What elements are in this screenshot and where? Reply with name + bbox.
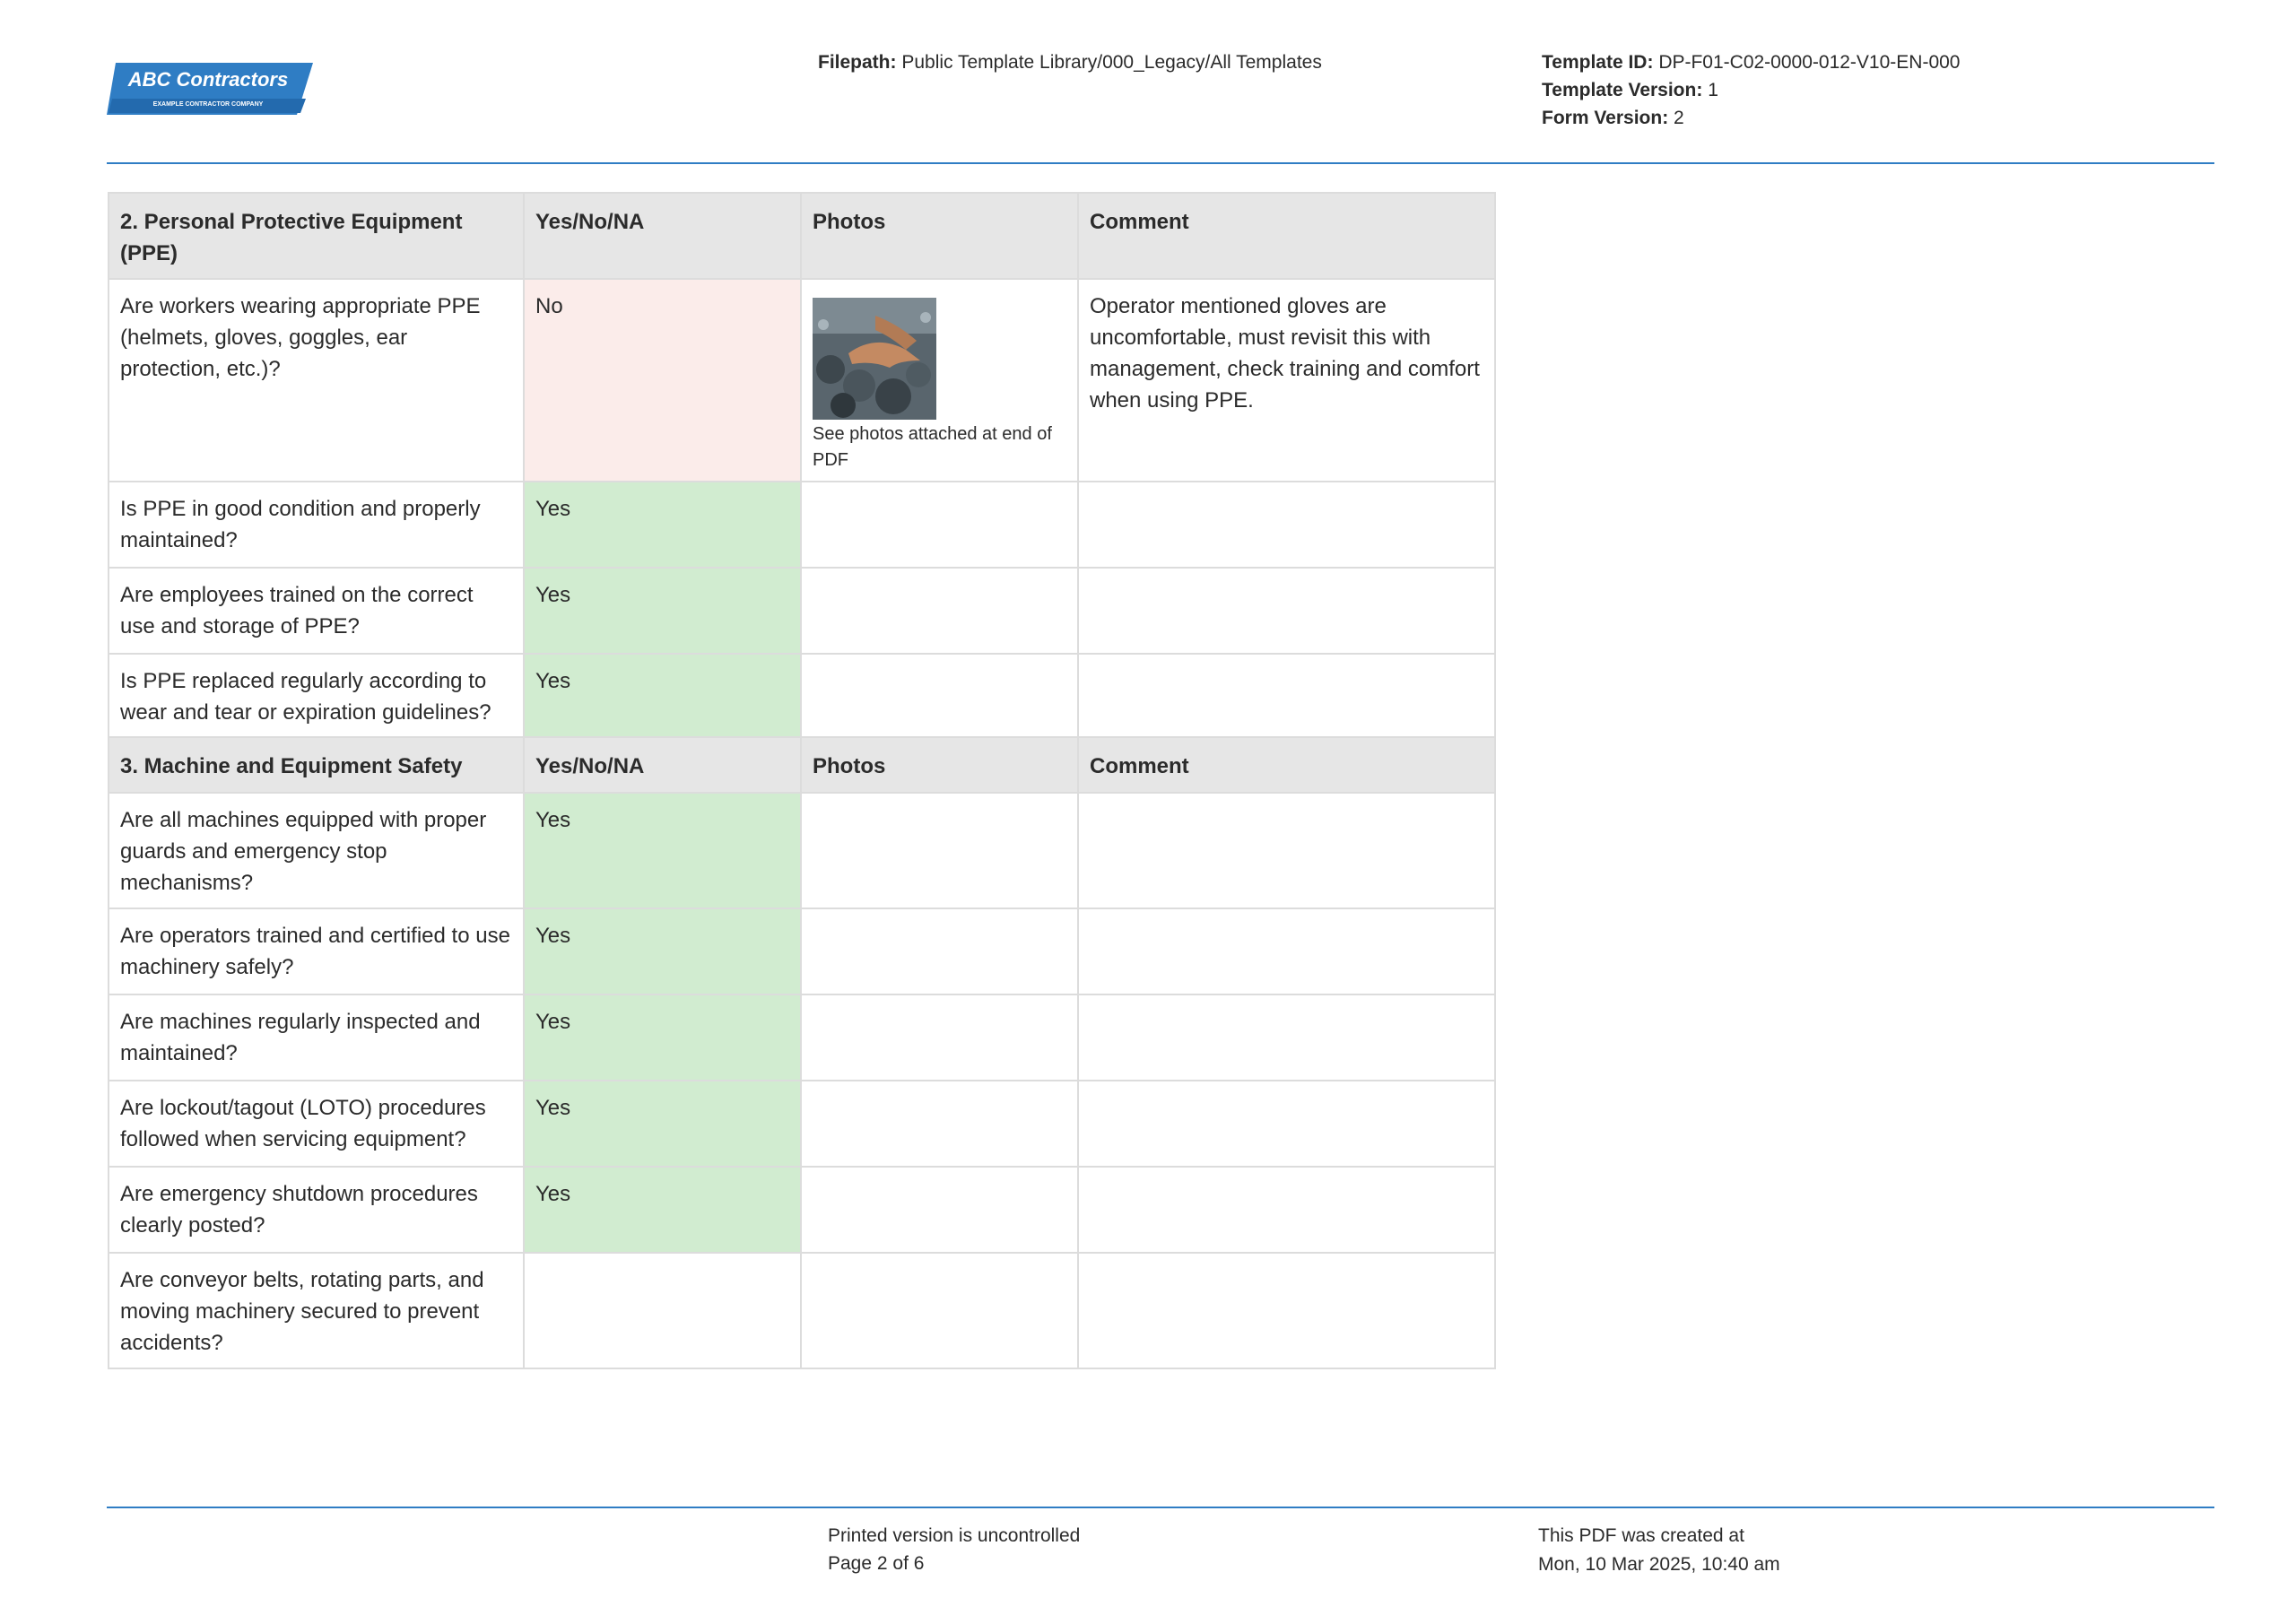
form-version-label: Form Version:	[1542, 108, 1669, 128]
comment-cell	[1078, 568, 1495, 654]
table-row	[109, 1167, 1495, 1253]
section-title: 3. Machine and Equipment Safety	[109, 737, 524, 793]
question-cell: Are lockout/tagout (LOTO) procedures followed when servicing equipment?	[109, 1081, 524, 1167]
comment-cell	[1078, 1253, 1495, 1368]
table-row	[109, 1253, 1495, 1368]
footer-divider	[107, 1507, 2214, 1508]
comment-cell	[1078, 908, 1495, 994]
logo-name: ABC Contractors	[127, 68, 289, 91]
section-machine-safety-table	[108, 736, 1496, 1369]
photos-cell	[801, 793, 1078, 908]
question-cell: Are employees trained on the correct use and storage of PPE?	[109, 568, 524, 654]
answer-cell: Yes	[524, 568, 801, 654]
form-version	[1542, 104, 1960, 132]
answer-cell: Yes	[524, 482, 801, 568]
section-ppe-table	[108, 192, 1496, 741]
photos-cell	[801, 482, 1078, 568]
page-number: Page 2 of 6	[828, 1553, 925, 1574]
photos-cell	[801, 279, 1078, 482]
answer-cell: Yes	[524, 1167, 801, 1253]
table-row	[109, 279, 1495, 482]
photos-cell	[801, 654, 1078, 740]
footer-left	[828, 1522, 1080, 1577]
question-cell: Is PPE in good condition and properly maintained?	[109, 482, 524, 568]
comment-cell	[1078, 1081, 1495, 1167]
photos-cell	[801, 994, 1078, 1081]
template-id-value: DP-F01-C02-0000-012-V10-EN-000	[1658, 52, 1961, 73]
answer-cell: Yes	[524, 994, 801, 1081]
photos-cell	[801, 1167, 1078, 1253]
answer-cell: Yes	[524, 908, 801, 994]
page-header	[0, 0, 2296, 165]
answer-cell: Yes	[524, 793, 801, 908]
footer-right	[1538, 1522, 1780, 1579]
column-header-comment: Comment	[1078, 737, 1495, 793]
template-id	[1542, 48, 1960, 76]
column-header-photos: Photos	[801, 737, 1078, 793]
question-cell: Is PPE replaced regularly according to wear and tear or expiration guidelines?	[109, 654, 524, 740]
answer-cell	[524, 1253, 801, 1368]
template-version-value: 1	[1708, 80, 1718, 100]
answer-cell: Yes	[524, 1081, 801, 1167]
created-label: This PDF was created at	[1538, 1525, 1744, 1546]
column-header-comment: Comment	[1078, 193, 1495, 279]
photo-thumbnail[interactable]	[813, 298, 936, 420]
question-cell: Are machines regularly inspected and maintained?	[109, 994, 524, 1081]
question-cell: Are all machines equipped with proper guards and emergency stop mechanisms?	[109, 793, 524, 908]
section-title: 2. Personal Protective Equipment (PPE)	[109, 193, 524, 279]
table-row	[109, 1081, 1495, 1167]
company-logo	[107, 59, 313, 118]
logo-tagline: EXAMPLE CONTRACTOR COMPANY	[152, 101, 264, 108]
template-version-label: Template Version:	[1542, 80, 1703, 100]
question-cell: Are emergency shutdown procedures clearly posted?	[109, 1167, 524, 1253]
question-cell: Are workers wearing appropriate PPE (helmets, gloves, goggles, ear protection, etc.)?	[109, 279, 524, 482]
question-cell: Are operators trained and certified to use machinery safely?	[109, 908, 524, 994]
table-row	[109, 908, 1495, 994]
table-row	[109, 994, 1495, 1081]
comment-cell	[1078, 994, 1495, 1081]
comment-cell	[1078, 482, 1495, 568]
template-meta	[1542, 48, 1960, 132]
filepath-value: Public Template Library/000_Legacy/All Templates	[901, 52, 1322, 73]
table-row	[109, 568, 1495, 654]
created-timestamp: Mon, 10 Mar 2025, 10:40 am	[1538, 1554, 1780, 1575]
table-row	[109, 482, 1495, 568]
template-id-label: Template ID:	[1542, 52, 1654, 73]
photo-note: See photos attached at end of PDF	[813, 424, 1052, 470]
photos-cell	[801, 1081, 1078, 1167]
photos-cell	[801, 568, 1078, 654]
column-header-answer: Yes/No/NA	[524, 737, 801, 793]
photos-cell	[801, 1253, 1078, 1368]
comment-cell	[1078, 793, 1495, 908]
column-header-photos: Photos	[801, 193, 1078, 279]
question-cell: Are conveyor belts, rotating parts, and moving machinery secured to prevent accidents?	[109, 1253, 524, 1368]
template-version	[1542, 76, 1960, 104]
filepath-label: Filepath:	[818, 52, 897, 73]
filepath	[818, 48, 1322, 77]
form-version-value: 2	[1674, 108, 1684, 128]
uncontrolled-note: Printed version is uncontrolled	[828, 1525, 1081, 1546]
comment-cell: Operator mentioned gloves are uncomfortable, must revisit this with management, check training and comfort when using PPE.	[1078, 279, 1495, 482]
photos-cell	[801, 908, 1078, 994]
answer-cell: No	[524, 279, 801, 482]
table-row	[109, 654, 1495, 740]
comment-cell	[1078, 654, 1495, 740]
header-divider	[107, 162, 2214, 164]
column-header-answer: Yes/No/NA	[524, 193, 801, 279]
comment-cell	[1078, 1167, 1495, 1253]
table-row	[109, 793, 1495, 908]
table-header-row	[109, 193, 1495, 279]
answer-cell: Yes	[524, 654, 801, 740]
table-header-row	[109, 737, 1495, 793]
